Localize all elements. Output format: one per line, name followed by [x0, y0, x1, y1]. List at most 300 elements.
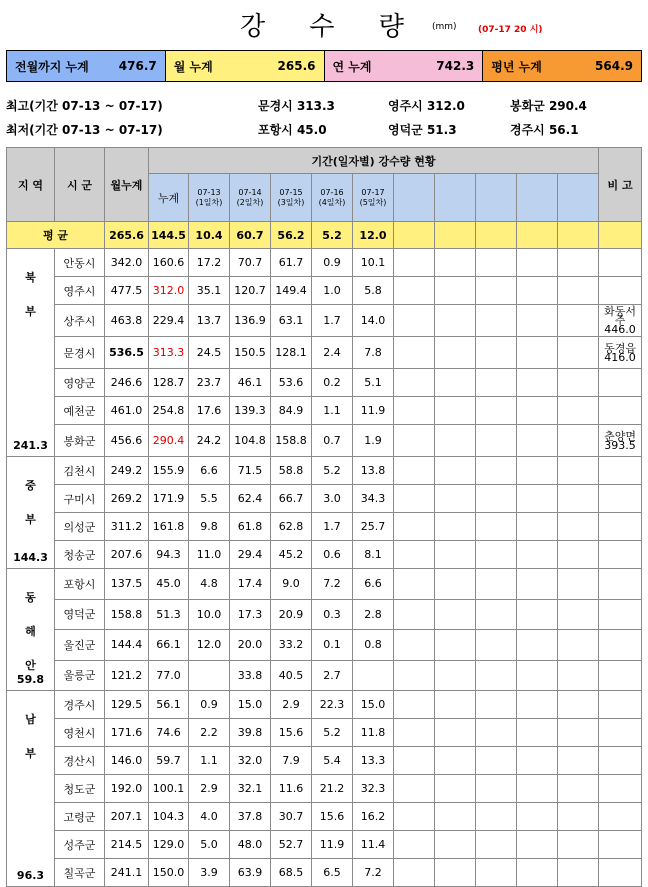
period-cumulative: 45.0: [149, 569, 189, 600]
city-name: 영덕군: [55, 599, 105, 630]
city-name: 경산시: [55, 747, 105, 775]
day-value: 45.2: [271, 541, 312, 569]
empty-cell: [558, 337, 599, 369]
empty-cell: [435, 485, 476, 513]
empty-cell: [517, 369, 558, 397]
empty-cell: [435, 305, 476, 337]
empty-cell: [517, 513, 558, 541]
header-cumulative: 누계: [149, 174, 189, 222]
city-name: 상주시: [55, 305, 105, 337]
empty-cell: [476, 569, 517, 600]
day-value: 63.1: [271, 305, 312, 337]
average-day: 12.0: [353, 222, 394, 249]
period-cumulative: 128.7: [149, 369, 189, 397]
table-row: [7, 337, 642, 369]
day-value: 17.3: [230, 599, 271, 630]
average-row: [7, 222, 642, 249]
empty-cell: [558, 277, 599, 305]
period-cumulative: 56.1: [149, 691, 189, 719]
empty-cell: [517, 541, 558, 569]
summary-label: 월 누계: [173, 59, 213, 74]
remark-cell: [599, 541, 642, 569]
empty-cell: [517, 831, 558, 859]
region-average: 96.3: [16, 869, 45, 882]
region-name-char: 중: [25, 479, 36, 492]
empty-cell: [394, 831, 435, 859]
period-cumulative: 129.0: [149, 831, 189, 859]
empty-cell: [394, 485, 435, 513]
remark-cell: 화동서주 446.0: [599, 305, 642, 337]
city-name: 문경시: [55, 337, 105, 369]
day-value: 7.8: [353, 337, 394, 369]
day-value: 84.9: [271, 397, 312, 425]
empty-cell: [394, 691, 435, 719]
period-cumulative: 161.8: [149, 513, 189, 541]
empty-cell: [517, 485, 558, 513]
remark-cell: 춘양면 393.5: [599, 425, 642, 457]
day-value: 1.0: [312, 277, 353, 305]
city-name: 청도군: [55, 775, 105, 803]
day-value: 34.3: [353, 485, 394, 513]
day-value: 3.0: [312, 485, 353, 513]
day-value: 0.7: [312, 425, 353, 457]
empty-cell: [558, 775, 599, 803]
empty-cell: [394, 630, 435, 661]
remark-cell: [599, 369, 642, 397]
table-row: [7, 660, 642, 691]
empty-cell: [435, 831, 476, 859]
header-empty-day: [476, 174, 517, 222]
empty-cell: [517, 859, 558, 887]
summary-value: 564.9: [595, 59, 633, 73]
day-value: 40.5: [271, 660, 312, 691]
period-cumulative: 312.0: [149, 277, 189, 305]
empty-cell: [476, 457, 517, 485]
month-total: 463.8: [105, 305, 149, 337]
period-cumulative: 59.7: [149, 747, 189, 775]
min-item: 경주시 56.1: [510, 123, 579, 137]
region-average: 144.3: [13, 551, 48, 564]
empty-cell: [558, 719, 599, 747]
city-name: 성주군: [55, 831, 105, 859]
day-value: 39.8: [230, 719, 271, 747]
empty-cell: [435, 513, 476, 541]
empty-cell: [394, 599, 435, 630]
empty-cell: [394, 397, 435, 425]
period-cumulative: 155.9: [149, 457, 189, 485]
empty-cell: [558, 369, 599, 397]
day-value: 150.5: [230, 337, 271, 369]
day-value: 5.0: [189, 831, 230, 859]
period-cumulative: 66.1: [149, 630, 189, 661]
table-row: [7, 719, 642, 747]
header-month-total: 월누계: [105, 148, 149, 222]
day-value: 15.0: [230, 691, 271, 719]
table-row: [7, 569, 642, 600]
header-remarks: 비 고: [599, 148, 642, 222]
average-day: 10.4: [189, 222, 230, 249]
city-name: 안동시: [55, 249, 105, 277]
empty-cell: [476, 369, 517, 397]
empty-cell: [517, 457, 558, 485]
max-label: 최고(기간 07-13 ~ 07-17): [6, 99, 163, 113]
month-total: 461.0: [105, 397, 149, 425]
summary-value: 265.6: [277, 59, 316, 73]
city-name: 영주시: [55, 277, 105, 305]
empty-cell: [394, 569, 435, 600]
month-total: 129.5: [105, 691, 149, 719]
day-value: 104.8: [230, 425, 271, 457]
empty-cell: [394, 775, 435, 803]
day-value: 2.4: [312, 337, 353, 369]
remark-cell: [599, 599, 642, 630]
city-name: 영천시: [55, 719, 105, 747]
average-label: 평 균: [7, 222, 105, 249]
empty-cell: [394, 249, 435, 277]
region-name-char: 동: [25, 591, 36, 604]
period-cumulative: 171.9: [149, 485, 189, 513]
table-row: [7, 457, 642, 485]
empty-cell: [517, 249, 558, 277]
day-value: 11.0: [189, 541, 230, 569]
empty-cell: [394, 305, 435, 337]
empty-cell: [435, 425, 476, 457]
timestamp-label: (07-17 20 시): [478, 25, 543, 35]
city-name: 칠곡군: [55, 859, 105, 887]
city-name: 울릉군: [55, 660, 105, 691]
day-value: 158.8: [271, 425, 312, 457]
empty-cell: [394, 425, 435, 457]
day-label: (3일차): [277, 197, 305, 207]
remark-cell: [599, 660, 642, 691]
min-item: 영덕군 51.3: [388, 123, 457, 137]
day-value: 9.8: [189, 513, 230, 541]
average-day: 56.2: [271, 222, 312, 249]
min-rainfall-row: [6, 121, 642, 139]
empty-cell: [476, 541, 517, 569]
day-value: 35.1: [189, 277, 230, 305]
city-name: 의성군: [55, 513, 105, 541]
day-date: 07-15: [279, 187, 303, 197]
day-value: 6.6: [353, 569, 394, 600]
day-value: 62.8: [271, 513, 312, 541]
month-total: 456.6: [105, 425, 149, 457]
period-cumulative: 160.6: [149, 249, 189, 277]
empty-cell: [517, 337, 558, 369]
empty-cell: [435, 337, 476, 369]
day-value: 24.5: [189, 337, 230, 369]
empty-cell: [435, 569, 476, 600]
day-value: 32.3: [353, 775, 394, 803]
empty-cell: [476, 485, 517, 513]
summary-bar: [6, 50, 642, 82]
day-value: 128.1: [271, 337, 312, 369]
empty-cell: [558, 569, 599, 600]
min-item: 포항시 45.0: [258, 123, 327, 137]
remark-cell: [599, 803, 642, 831]
day-value: 1.9: [353, 425, 394, 457]
empty-cell: [558, 513, 599, 541]
empty-cell: [517, 397, 558, 425]
empty-cell: [517, 630, 558, 661]
day-value: 5.2: [312, 719, 353, 747]
period-cumulative: 254.8: [149, 397, 189, 425]
day-value: 58.8: [271, 457, 312, 485]
empty-cell: [476, 691, 517, 719]
empty-cell: [476, 599, 517, 630]
empty-cell: [558, 485, 599, 513]
day-value: 11.4: [353, 831, 394, 859]
empty-cell: [558, 660, 599, 691]
empty-cell: [435, 803, 476, 831]
day-value: 0.1: [312, 630, 353, 661]
day-value: 3.9: [189, 859, 230, 887]
month-total: 214.5: [105, 831, 149, 859]
empty-cell: [435, 397, 476, 425]
region-name-char: 부: [25, 305, 36, 318]
month-total: 171.6: [105, 719, 149, 747]
title-row: [0, 6, 648, 40]
region-cell: [7, 249, 55, 457]
empty-cell: [558, 747, 599, 775]
remark-cell: [599, 775, 642, 803]
month-total: 246.6: [105, 369, 149, 397]
day-value: 1.7: [312, 513, 353, 541]
day-value: 149.4: [271, 277, 312, 305]
month-total: 342.0: [105, 249, 149, 277]
city-name: 포항시: [55, 569, 105, 600]
table-row: [7, 803, 642, 831]
day-value: 4.0: [189, 803, 230, 831]
summary-value: 476.7: [118, 59, 157, 73]
empty-cell: [476, 425, 517, 457]
region-average: 241.3: [13, 439, 48, 452]
region-cell: [7, 691, 55, 887]
empty-cell: [558, 541, 599, 569]
month-total: 146.0: [105, 747, 149, 775]
empty-cell: [558, 859, 599, 887]
day-value: 53.6: [271, 369, 312, 397]
day-value: 13.7: [189, 305, 230, 337]
summary-label: 평년 누계: [491, 59, 542, 74]
remark-cell: 동경읍 416.0: [599, 337, 642, 369]
remark-cell: [599, 397, 642, 425]
empty-cell: [435, 277, 476, 305]
empty-cell: [394, 541, 435, 569]
day-value: 23.7: [189, 369, 230, 397]
city-name: 고령군: [55, 803, 105, 831]
day-value: 6.5: [312, 859, 353, 887]
empty-cell: [476, 630, 517, 661]
month-total: 192.0: [105, 775, 149, 803]
month-total: 121.2: [105, 660, 149, 691]
day-value: 15.6: [271, 719, 312, 747]
header-day: [189, 174, 230, 222]
day-value: 61.8: [230, 513, 271, 541]
day-value: 21.2: [312, 775, 353, 803]
day-date: 07-14: [238, 187, 262, 197]
empty-cell: [394, 747, 435, 775]
day-value: 66.7: [271, 485, 312, 513]
empty-cell: [517, 719, 558, 747]
max-item: 영주시 312.0: [388, 99, 465, 113]
empty-cell: [558, 457, 599, 485]
day-value: 46.1: [230, 369, 271, 397]
remark-cell: [599, 747, 642, 775]
day-value: 11.8: [353, 719, 394, 747]
empty-cell: [517, 425, 558, 457]
day-value: 11.6: [271, 775, 312, 803]
month-total: 158.8: [105, 599, 149, 630]
empty-cell: [394, 369, 435, 397]
empty-cell: [435, 691, 476, 719]
day-value: 32.1: [230, 775, 271, 803]
header-day: [312, 174, 353, 222]
page-title: 강 수 량: [240, 12, 422, 42]
day-value: 2.9: [271, 691, 312, 719]
empty-cell: [558, 831, 599, 859]
day-value: 62.4: [230, 485, 271, 513]
table-row: [7, 747, 642, 775]
period-cumulative: 229.4: [149, 305, 189, 337]
day-value: 25.7: [353, 513, 394, 541]
empty-cell: [517, 305, 558, 337]
empty-cell: [435, 859, 476, 887]
period-cumulative: 313.3: [149, 337, 189, 369]
empty-cell: [476, 337, 517, 369]
day-value: 48.0: [230, 831, 271, 859]
day-value: 0.9: [312, 249, 353, 277]
day-value: 10.1: [353, 249, 394, 277]
table-row: [7, 369, 642, 397]
region-cell: [7, 569, 55, 691]
average-day: 5.2: [312, 222, 353, 249]
day-date: 07-17: [361, 187, 385, 197]
max-item: 봉화군 290.4: [510, 99, 587, 113]
empty-cell: [435, 775, 476, 803]
month-total: 269.2: [105, 485, 149, 513]
month-total: 144.4: [105, 630, 149, 661]
day-value: 1.7: [312, 305, 353, 337]
day-value: [353, 660, 394, 691]
period-cumulative: 77.0: [149, 660, 189, 691]
empty-cell: [435, 599, 476, 630]
city-name: 영양군: [55, 369, 105, 397]
day-value: 7.2: [353, 859, 394, 887]
header-region: 지 역: [7, 148, 55, 222]
day-value: 32.0: [230, 747, 271, 775]
day-value: 11.9: [353, 397, 394, 425]
day-value: 20.0: [230, 630, 271, 661]
empty-cell: [394, 859, 435, 887]
empty-cell: [394, 513, 435, 541]
summary-prev-month-total: [7, 51, 166, 81]
month-total: 477.5: [105, 277, 149, 305]
day-value: 12.0: [189, 630, 230, 661]
day-value: 2.8: [353, 599, 394, 630]
table-row: [7, 775, 642, 803]
empty-cell: [517, 599, 558, 630]
day-value: 7.2: [312, 569, 353, 600]
average-day: 60.7: [230, 222, 271, 249]
day-label: (5일차): [359, 197, 387, 207]
table-row: [7, 513, 642, 541]
empty-cell: [517, 803, 558, 831]
month-total: 207.1: [105, 803, 149, 831]
empty-cell: [558, 599, 599, 630]
day-value: 0.9: [189, 691, 230, 719]
period-cumulative: 150.0: [149, 859, 189, 887]
remark-cell: [599, 457, 642, 485]
day-value: 24.2: [189, 425, 230, 457]
day-label: (2일차): [236, 197, 264, 207]
table-row: [7, 691, 642, 719]
empty-cell: [476, 277, 517, 305]
day-value: 13.8: [353, 457, 394, 485]
day-value: 52.7: [271, 831, 312, 859]
remark-cell: [599, 719, 642, 747]
empty-cell: [394, 719, 435, 747]
average-cum: 144.5: [149, 222, 189, 249]
summary-year-total: [325, 51, 484, 81]
empty-cell: [476, 249, 517, 277]
summary-month-total: [166, 51, 325, 81]
day-value: 1.1: [312, 397, 353, 425]
day-value: 33.2: [271, 630, 312, 661]
remark-cell: [599, 630, 642, 661]
day-value: 15.0: [353, 691, 394, 719]
remark-cell: [599, 513, 642, 541]
empty-cell: [476, 305, 517, 337]
empty-cell: [517, 277, 558, 305]
empty-cell: [476, 660, 517, 691]
day-value: 11.9: [312, 831, 353, 859]
day-value: 136.9: [230, 305, 271, 337]
day-label: (4일차): [318, 197, 346, 207]
region-name-char: 부: [25, 513, 36, 526]
empty-cell: [476, 775, 517, 803]
day-value: 10.0: [189, 599, 230, 630]
day-value: 120.7: [230, 277, 271, 305]
header-day: [353, 174, 394, 222]
month-total: 207.6: [105, 541, 149, 569]
header-empty-day: [394, 174, 435, 222]
region-name-char: 해: [25, 625, 36, 638]
day-value: 29.4: [230, 541, 271, 569]
summary-label: 연 누계: [332, 59, 372, 74]
month-total: 249.2: [105, 457, 149, 485]
summary-label: 전월까지 누계: [15, 59, 89, 74]
day-value: 139.3: [230, 397, 271, 425]
region-name-char: 부: [25, 747, 36, 760]
day-value: 22.3: [312, 691, 353, 719]
city-name: 예천군: [55, 397, 105, 425]
header-day: [230, 174, 271, 222]
day-value: 16.2: [353, 803, 394, 831]
empty-cell: [435, 747, 476, 775]
day-value: 5.2: [312, 457, 353, 485]
period-cumulative: 74.6: [149, 719, 189, 747]
day-value: 17.2: [189, 249, 230, 277]
empty-cell: [517, 660, 558, 691]
empty-cell: [435, 660, 476, 691]
empty-cell: [517, 691, 558, 719]
table-row: [7, 277, 642, 305]
remark-cell: [599, 485, 642, 513]
empty-cell: [476, 859, 517, 887]
average-month: 265.6: [105, 222, 149, 249]
remark-cell: [599, 277, 642, 305]
